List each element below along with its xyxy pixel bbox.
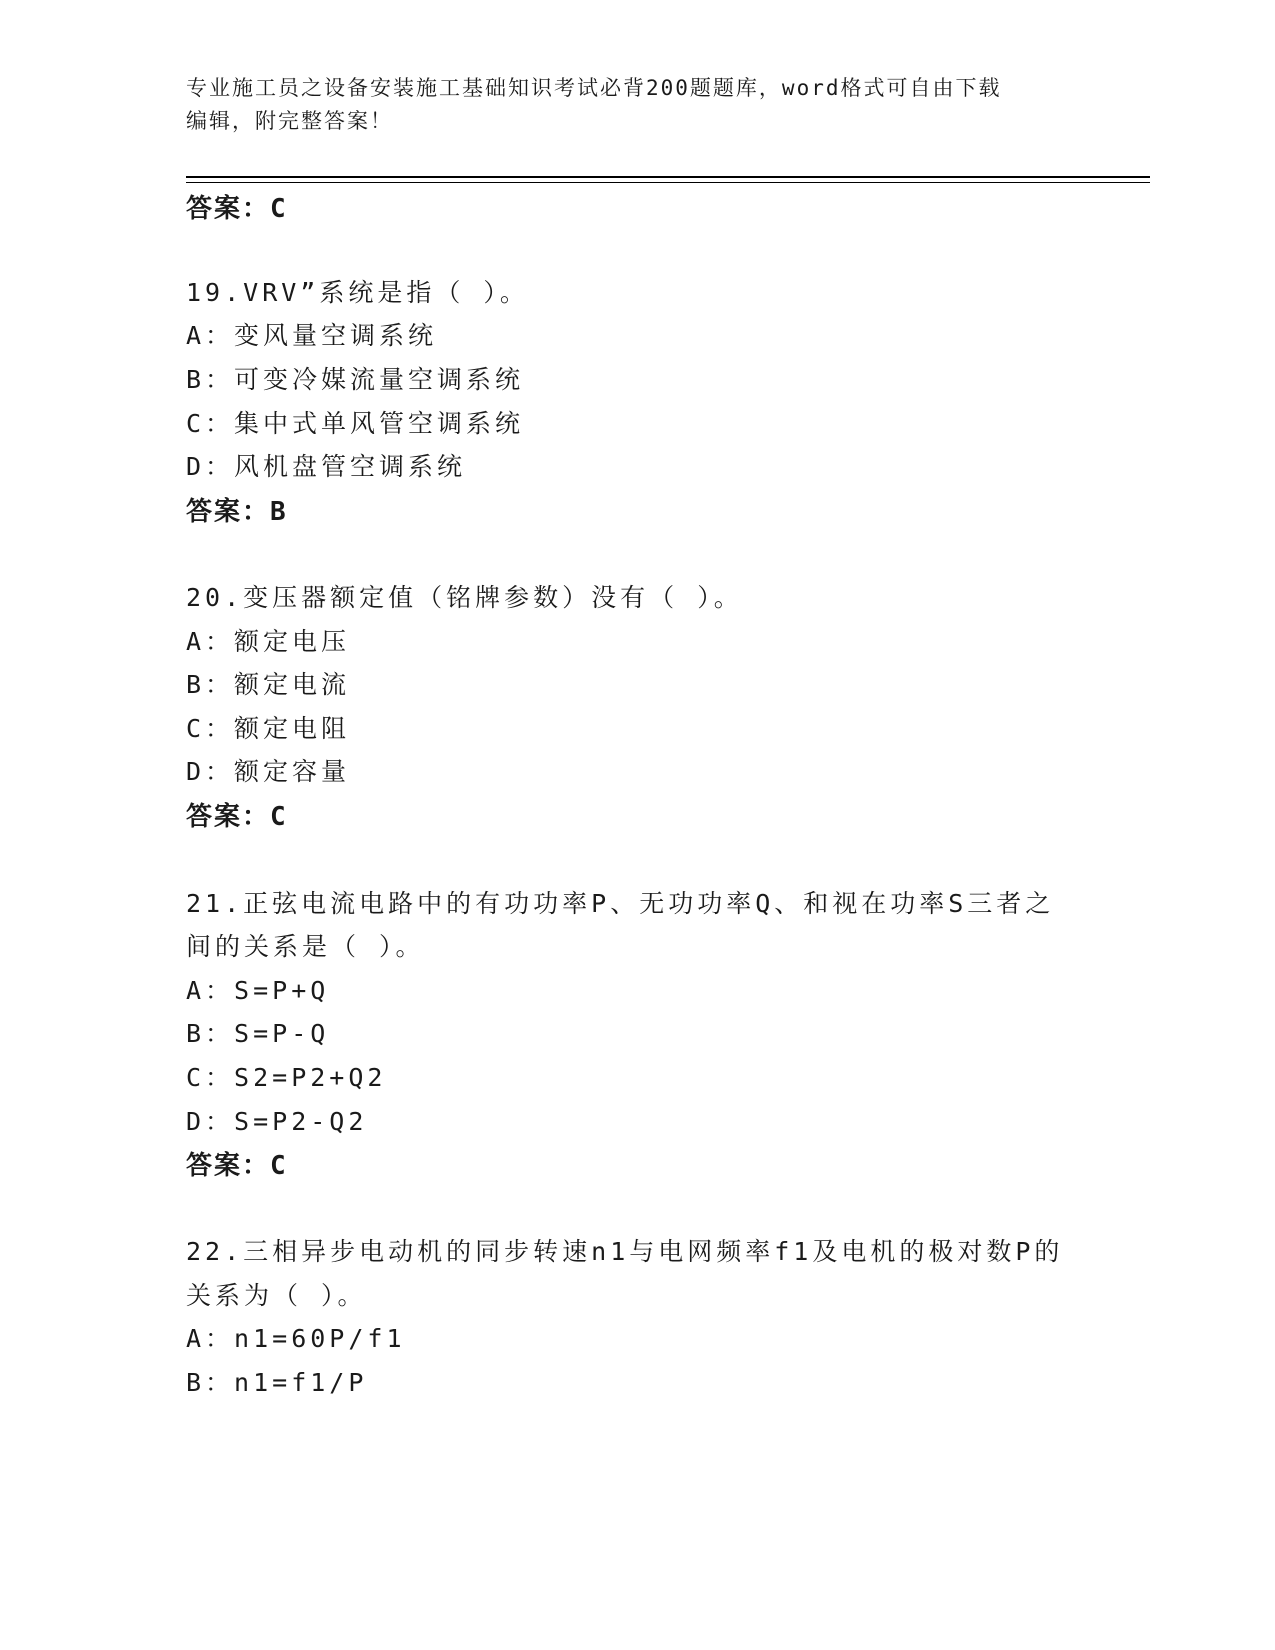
question-20-option-b: B：额定电流 — [186, 670, 351, 699]
answer-q21: 答案：C — [186, 1151, 288, 1181]
question-20-stem: 20.变压器额定值（铭牌参数）没有（ ）。 — [186, 583, 743, 612]
question-21-option-c: C：S2=P2+Q2 — [186, 1063, 387, 1092]
question-20-option-a: A：额定电压 — [186, 627, 351, 656]
question-22-option-a: A：n1=60P/f1 — [186, 1324, 406, 1353]
question-21-option-b: B：S=P-Q — [186, 1019, 330, 1048]
answer-q18: 答案：C — [186, 194, 288, 224]
question-19-option-c: C：集中式单风管空调系统 — [186, 409, 525, 438]
answer-q20: 答案：C — [186, 802, 288, 832]
question-19-option-a: A：变风量空调系统 — [186, 321, 438, 350]
header-line-2: 编辑，附完整答案！ — [186, 109, 393, 133]
question-20-option-d: D：额定容量 — [186, 757, 351, 786]
question-19-option-d: D：风机盘管空调系统 — [186, 452, 467, 481]
answer-q19: 答案：B — [186, 497, 288, 527]
question-21-option-a: A：S=P+Q — [186, 976, 330, 1005]
question-21-stem-line-2: 间的关系是（ ）。 — [186, 932, 425, 961]
question-22-option-b: B：n1=f1/P — [186, 1368, 368, 1397]
question-19-option-b: B：可变冷媒流量空调系统 — [186, 365, 525, 394]
question-21-option-d: D：S=P2-Q2 — [186, 1107, 368, 1136]
question-20-option-c: C：额定电阻 — [186, 714, 351, 743]
question-21-stem-line-1: 21.正弦电流电路中的有功功率P、无功功率Q、和视在功率S三者之 — [186, 889, 1055, 918]
document-header — [186, 72, 1066, 138]
question-22-stem-line-1: 22.三相异步电动机的同步转速n1与电网频率f1及电机的极对数P的 — [186, 1237, 1064, 1266]
question-22-stem-line-2: 关系为（ ）。 — [186, 1281, 367, 1310]
header-divider-thick — [186, 176, 1150, 178]
header-divider-thin — [186, 182, 1150, 183]
question-19-stem: 19.VRV”系统是指（ ）。 — [186, 278, 529, 307]
header-line-1: 专业施工员之设备安装施工基础知识考试必背200题题库，word格式可自由下载 — [186, 76, 1002, 100]
